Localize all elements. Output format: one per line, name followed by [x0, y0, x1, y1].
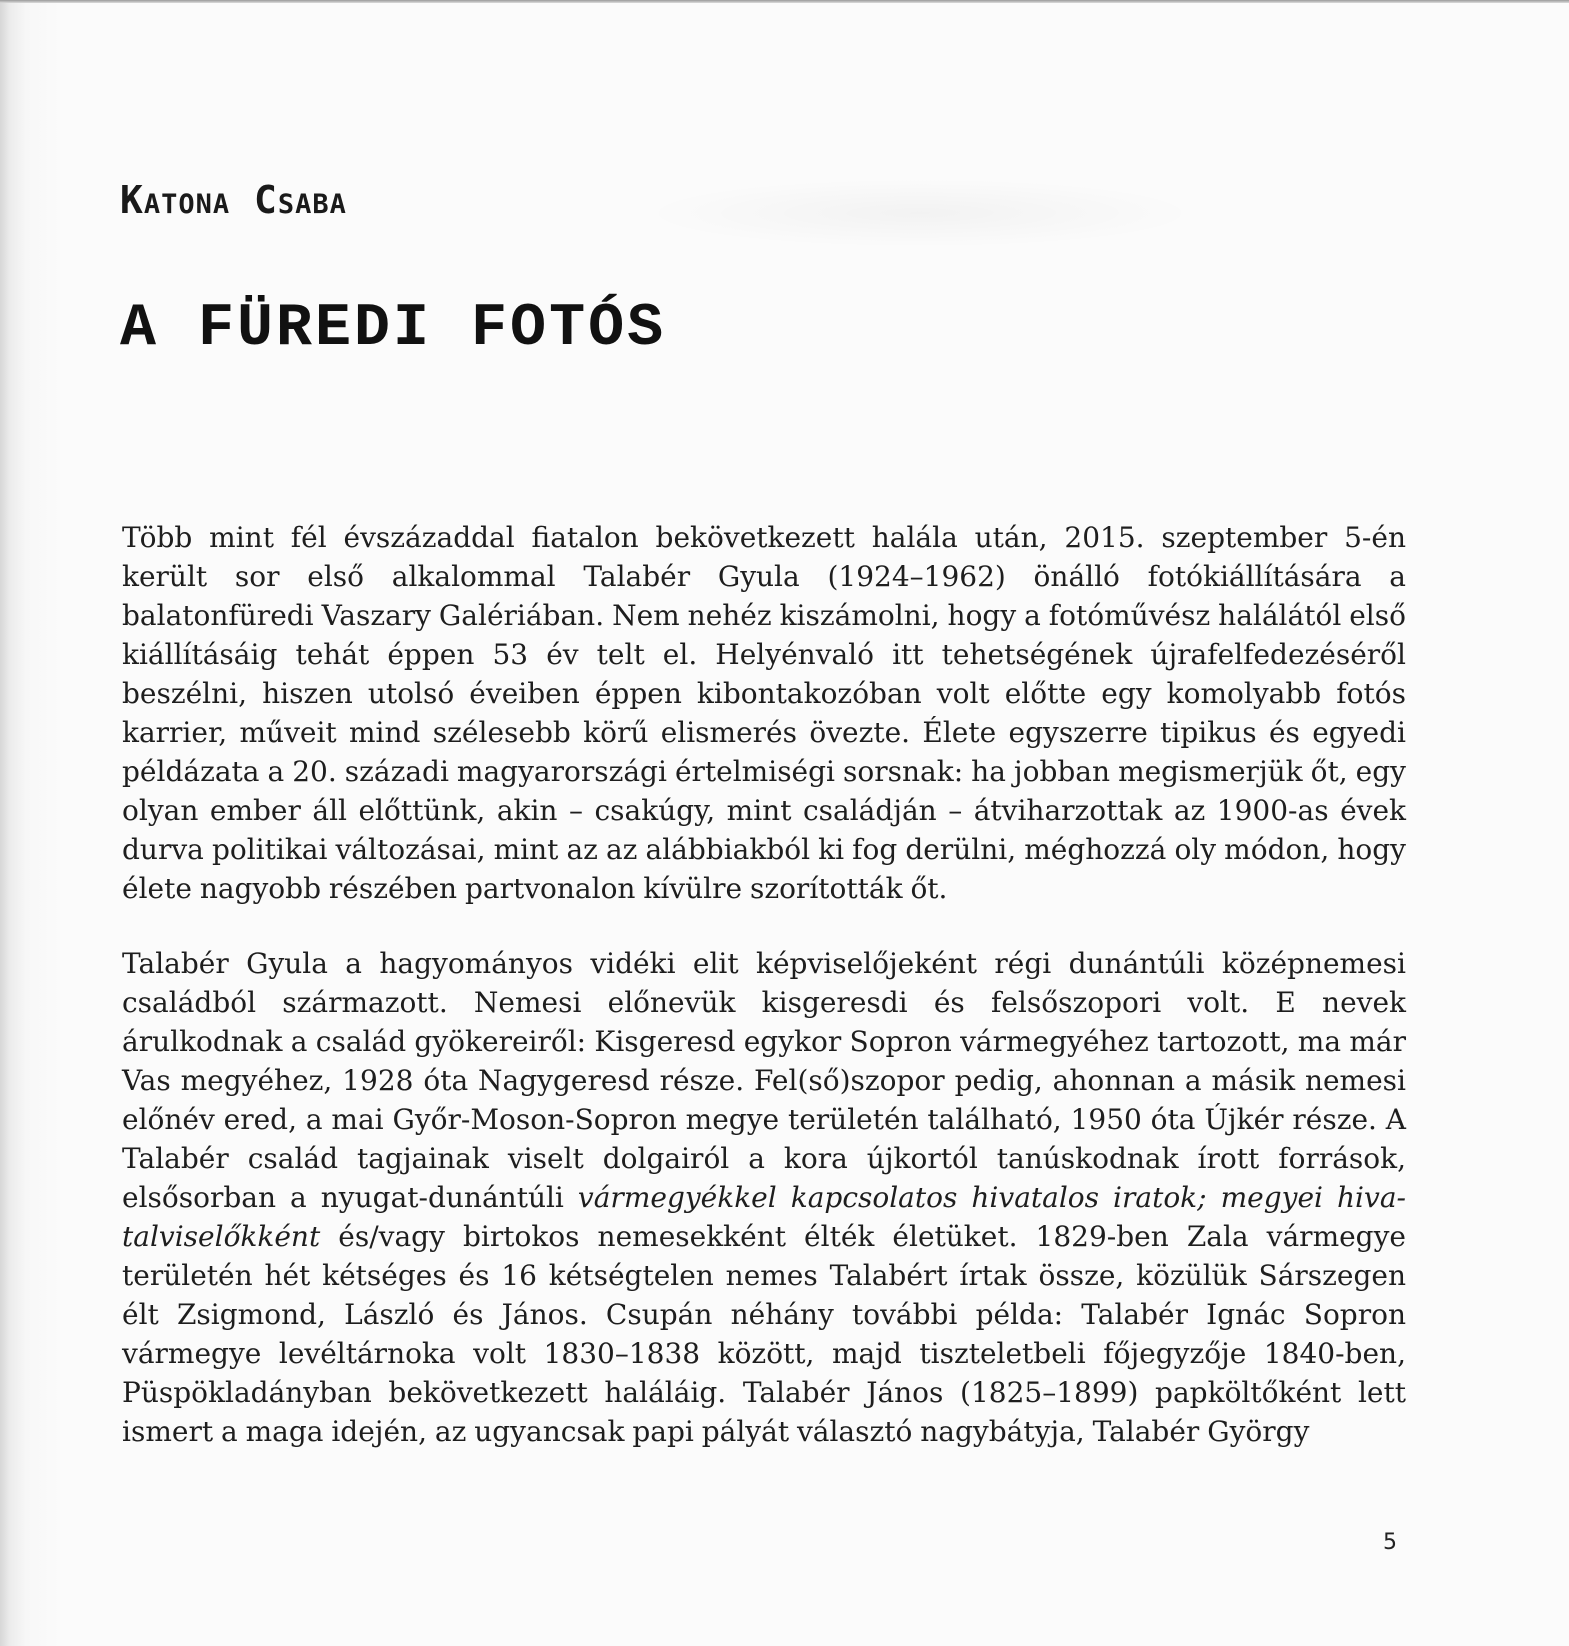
author-name: Katona Csaba	[120, 178, 347, 222]
page-number: 5	[1383, 1530, 1397, 1555]
paragraph-2-italic-text: vármegyékkel kapcsolatos hivatalos iratok; megyei hiva-talviselőkként	[122, 1181, 1406, 1253]
body-text	[122, 518, 1406, 1451]
page-top-edge	[0, 0, 1569, 3]
chapter-title: A FÜREDI FOTÓS	[120, 295, 667, 363]
paragraph-2-text-b: és/vagy birtokos nemesekként élték életüket. 1829-ben Zala vármegye területén hét kétséges és 16 kétségtelen nemes Talabért írtak össze, közülük Sárszegen élt Zsigmond, László és János. Csupán néhány további példa: Talabér Ignác Sopron vármegye levéltárnoka volt 1830–1838 között, majd tiszteletbeli főjegyzője 1840-ben, Püspökladányban bekövetkezett haláláig. Talabér János (1825–1899) papköltőként lett ismert a maga idején, az ugyancsak papi pályát választó nagybátyja, Talabér György	[122, 1220, 1406, 1448]
paragraph-2	[122, 944, 1406, 1451]
paragraph-2-text-a: Talabér Gyula a hagyományos vidéki elit képviselőjeként régi dunántúli középnemesi családból származott. Nemesi előnevük kisgeresdi és felsőszopori volt. E nevek árulkodnak a család gyökereiről: Kisgeresd egykor Sopron vármegyéhez tartozott, ma már Vas megyéhez, 1928 óta Nagygeresd része. Fel(ső)szopor pedig, ahonnan a másik nemesi előnév ered, a mai Győr-Moson-Sopron megye területén található, 1950 óta Újkér része. A Talabér család tagjainak viselt dolgairól a kora újkortól tanúskodnak írott források, elsősorban a nyugat-dunántúli	[122, 947, 1406, 1214]
paragraph-1: Több mint fél évszázaddal fiatalon bekövetkezett halála után, 2015. szeptember 5-én került sor első alkalommal Talabér Gyula (1924–1962) önálló fotókiállítására a balatonfüredi Vaszary Galériában. Nem nehéz kiszámolni, hogy a fotóművész halálától első kiállításáig tehát éppen 53 év telt el. Helyénvaló itt tehetségének újrafelfedezéséről beszélni, hiszen utolsó éveiben éppen kibontakozóban volt előtte egy komolyabb fotós karrier, műveit mind szélesebb körű elismerés övezte. Élete egyszerre tipikus és egyedi példázata a 20. századi magyarországi értelmiségi sorsnak: ha jobban megismerjük őt, egy olyan ember áll előttünk, akin – csakúgy, mint családján – átviharzottak az 1900-as évek durva politikai változásai, mint az az alábbiakból ki fog derülni, méghozzá oly módon, hogy élete nagyobb részében partvonalon kívülre szorították őt.	[122, 521, 1406, 905]
bleed-through-shadow	[640, 178, 1200, 248]
